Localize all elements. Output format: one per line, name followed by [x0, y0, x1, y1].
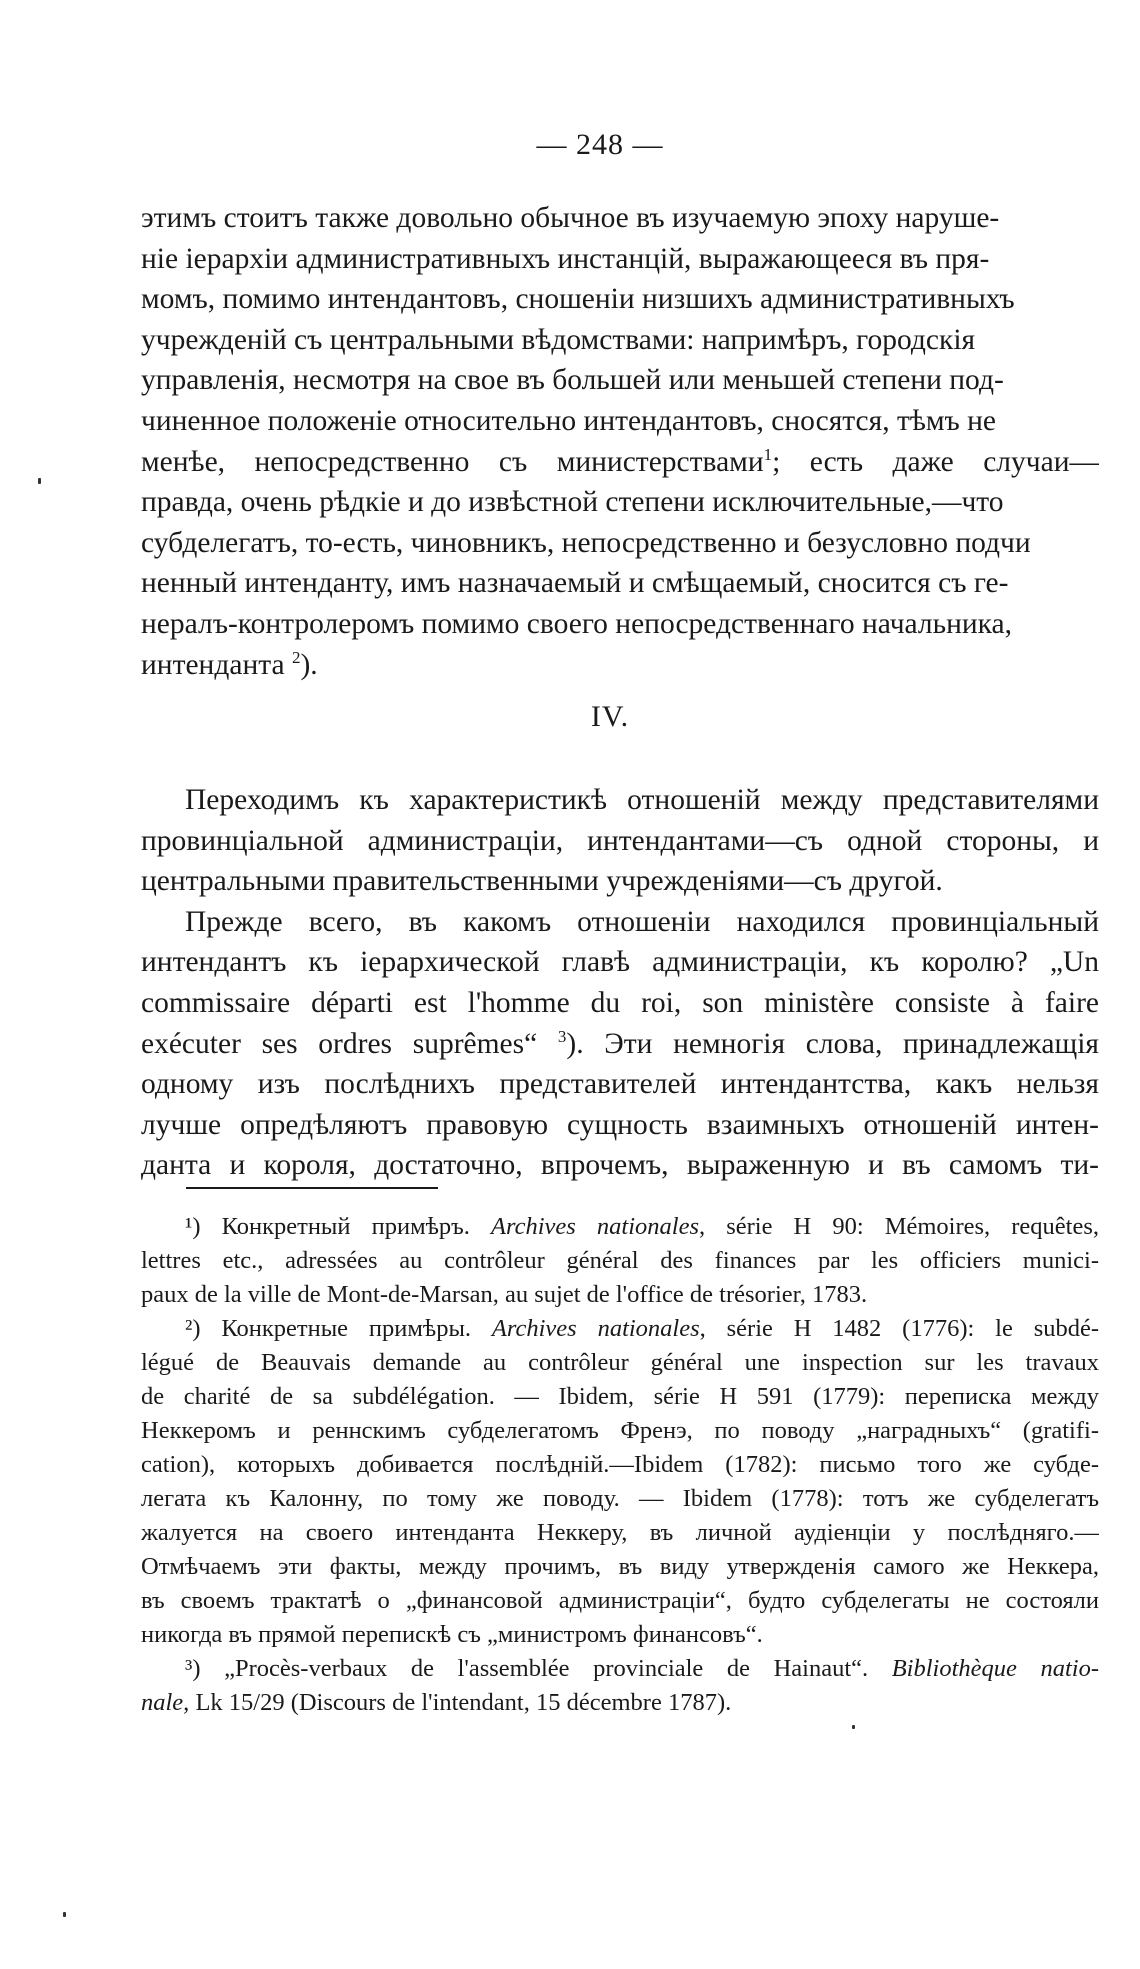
citation-title: Archives nationales	[491, 1213, 699, 1240]
text-fragment: интенданта	[141, 648, 285, 681]
citation-title: nale,	[141, 1689, 190, 1716]
text-line: учрежденій съ центральными вѣдомствами: напримѣръ, городскія	[141, 323, 976, 356]
text-line: commissaire départi est l'homme du roi, son ministère consiste à faire	[141, 986, 1099, 1019]
text-line: провинціальной администраціи, интендантами—съ одной стороны, и	[141, 824, 1099, 857]
citation-title: Archives nationales	[491, 1315, 700, 1342]
text-fragment: exécuter ses ordres suprêmes“	[141, 1027, 538, 1060]
text-line: субделегатъ, то-есть, чиновникъ, непосредственно и безусловно подчи	[141, 526, 1031, 559]
footnote-2-line: жалуется на своего интенданта Неккеру, въ личной аудіенціи у послѣдняго.—	[141, 1519, 1099, 1546]
text-line: этимъ стоитъ также довольно обычное въ изучаемую эпоху наруше-	[141, 202, 1000, 234]
text-fragment: , série H 90: Mémoires, requêtes,	[699, 1213, 1099, 1240]
footnote-marker: ³)	[185, 1655, 201, 1682]
text-line: ніе іерархіи административныхъ инстанцій, выражающееся въ пря-	[141, 242, 990, 275]
text-line: правда, очень рѣдкіе и до извѣстной степени исключительные,—что	[141, 486, 1004, 519]
citation-title: Bibliothèque natio-	[891, 1655, 1099, 1682]
text-line	[141, 645, 1099, 686]
text-line: Прежде всего, въ какомъ отношеніи находился провинціальный	[185, 905, 1099, 938]
footnotes	[141, 1210, 1099, 1720]
footnote-2-line	[141, 1312, 1099, 1346]
text-line	[141, 442, 1099, 483]
text-fragment: ). Эти немногія слова, принадлежащія	[566, 1027, 1099, 1060]
footnote-marker: ²)	[185, 1315, 201, 1342]
text-fragment: „Procès-verbaux de l'assemblée provinciale de Hainaut“.	[224, 1655, 869, 1682]
text-line: момъ, помимо интендантовъ, сношеніи низшихъ административныхъ	[141, 283, 1015, 316]
footnote-ref-2[interactable]: 2	[291, 647, 301, 667]
footnote-1-line	[141, 1210, 1099, 1244]
footnote-3-line	[141, 1652, 1099, 1686]
print-speck	[38, 478, 41, 484]
footnote-2-line: легата къ Калонну, по тому же поводу. — Ibidem (1778): тотъ же субделегатъ	[141, 1485, 1099, 1512]
text-line: центральными правительственными учрежденіями—съ другой.	[141, 865, 943, 898]
text-line: ненный интенданту, имъ назначаемый и смѣщаемый, сносится съ ге-	[141, 567, 1009, 600]
text-line: данта и короля, достаточно, впрочемъ, выраженную и въ самомъ ти-	[141, 1149, 1099, 1182]
footnote-2-line: légué de Beauvais demande au contrôleur général une inspection sur les travaux	[141, 1349, 1099, 1376]
text-fragment: менѣе, непосредственно съ министерствами	[141, 445, 764, 478]
text-line: управленія, несмотря на свое въ большей или меньшей степени под-	[141, 364, 1004, 397]
section-heading: IV.	[590, 700, 630, 733]
main-paragraph	[141, 198, 1099, 685]
text-fragment: ).	[300, 648, 318, 681]
text-line: нералъ-контролеромъ помимо своего непосредственнаго начальника,	[141, 607, 1012, 640]
text-line: лучше опредѣляютъ правовую сущность взаимныхъ отношеній интен-	[141, 1108, 1099, 1141]
footnote-2-line: въ своемъ трактатѣ о „финансовой администраціи“, будто субделегаты не состояли	[141, 1587, 1099, 1614]
text-line: интендантъ къ іерархической главѣ администраціи, къ королю? „Un	[141, 946, 1099, 979]
page-number: — 248 —	[536, 128, 664, 161]
footnote-ref-3[interactable]: 3	[557, 1026, 567, 1046]
text-fragment: Конкретные примѣры.	[221, 1315, 472, 1342]
section-body	[141, 780, 1099, 1186]
text-line	[141, 1024, 1099, 1065]
text-fragment: ; есть даже случаи—	[772, 445, 1099, 478]
print-speck	[852, 1725, 855, 1729]
footnote-3-line	[141, 1686, 1099, 1720]
footnote-1-line: paux de la ville de Mont-de-Marsan, au sujet de l'office de trésorier, 1783.	[141, 1281, 868, 1308]
text-line: чиненное положеніе относительно интендантовъ, сносятся, тѣмъ не	[141, 404, 997, 437]
text-line: Переходимъ къ характеристикѣ отношеній между представителями	[185, 784, 1099, 816]
footnote-2-line: cation), которыхъ добивается послѣдній.—Ibidem (1782): письмо того же субде-	[141, 1451, 1099, 1478]
footnote-separator	[186, 1187, 438, 1189]
text-fragment: , série H 1482 (1776): le subdé-	[699, 1315, 1099, 1342]
print-speck	[63, 1912, 66, 1917]
footnote-2-line: Неккеромъ и реннскимъ субделегатомъ Френэ, по поводу „наградныхъ“ (gratifi-	[141, 1417, 1099, 1444]
text-fragment: Lk 15/29 (Discours de l'intendant, 15 décembre 1787).	[189, 1689, 732, 1716]
footnote-marker: ¹)	[185, 1213, 201, 1240]
footnote-1-line: lettres etc., adressées au contrôleur général des finances par les officiers munici-	[141, 1247, 1099, 1274]
footnote-2-line: никогда въ прямой перепискѣ съ „министромъ финансовъ“.	[141, 1621, 763, 1648]
footnote-ref-1[interactable]: 1	[763, 444, 773, 464]
text-fragment: Конкретный примѣръ.	[221, 1213, 470, 1240]
footnote-2-line: de charité de sa subdélégation. — Ibidem, série H 591 (1779): переписка между	[141, 1383, 1099, 1410]
footnote-2-line: Отмѣчаемъ эти факты, между прочимъ, въ виду утвержденія самого же Неккера,	[141, 1553, 1099, 1580]
text-line: одному изъ послѣднихъ представителей интендантства, какъ нельзя	[141, 1068, 1099, 1101]
